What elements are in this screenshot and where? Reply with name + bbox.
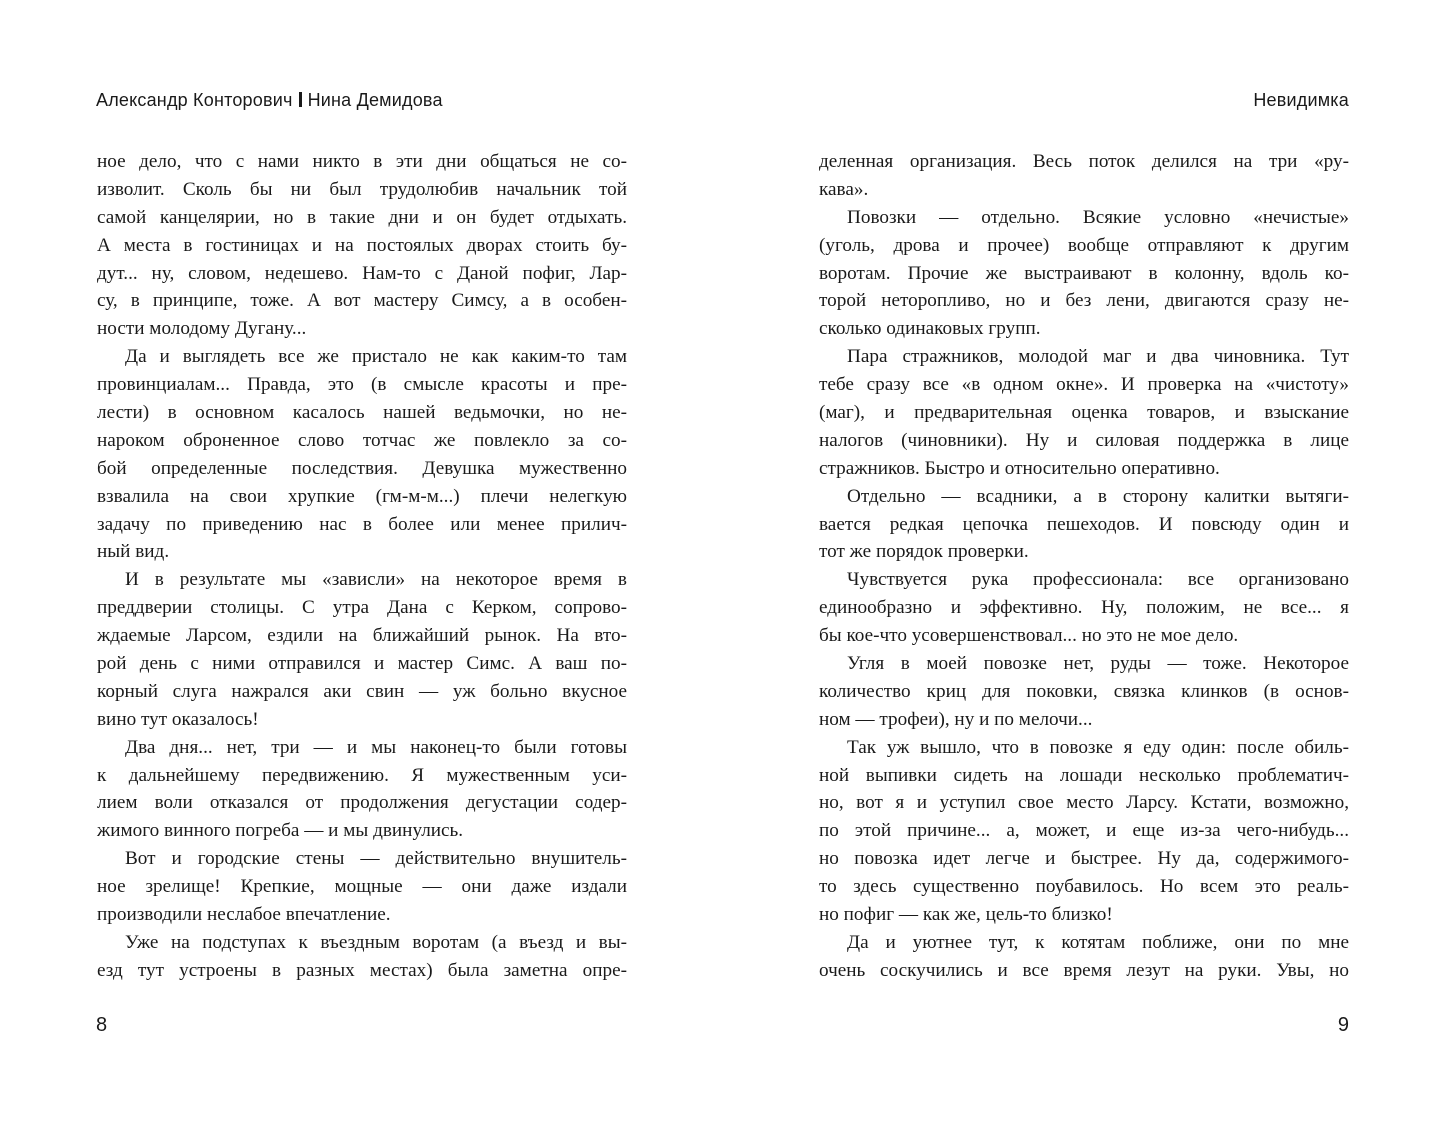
author-name-2: Нина Демидова <box>307 90 443 110</box>
text-line: провинциалам... Правда, это (в смысле красоты и пре- <box>97 374 627 396</box>
left-page <box>0 0 722 1129</box>
text-line: (маг), и предварительная оценка товаров, и взыскание <box>819 402 1349 424</box>
text-line: то здесь существенно поубавилось. Но всем это реаль- <box>819 876 1349 898</box>
page-number-right: 9 <box>1337 1014 1349 1036</box>
running-head-title: Невидимка <box>1253 90 1349 110</box>
text-line: Так уж вышло, что в повозке я еду один: после обиль- <box>847 736 1349 758</box>
text-line: по этой причине... а, может, и еще из-за чего-нибудь... <box>819 820 1349 842</box>
text-line: А места в гостиницах и на постоялых дворах стоить бу- <box>97 234 627 256</box>
text-line: деленная организация. Весь поток делился на три «ру- <box>819 151 1349 172</box>
text-line: воротам. Прочие же выстраивают в колонну, вдоль ко- <box>819 262 1349 284</box>
text-line: но, вот я и уступил свое место Ларсу. Кстати, возможно, <box>819 792 1349 814</box>
text-line: ной выпивки сидеть на лошади несколько проблематич- <box>819 764 1349 786</box>
text-line: Повозки — отдельно. Всякие условно «нечистые» <box>847 206 1349 228</box>
text-line: Отдельно — всадники, а в сторону калитки вытяги- <box>847 485 1349 507</box>
text-line: вино тут оказалось! <box>97 708 259 730</box>
text-line: Уже на подступах к въездным воротам (а въезд и вы- <box>125 931 627 953</box>
text-line: изволит. Сколь бы ни был трудолюбив начальник той <box>97 178 627 200</box>
text-line: ном — трофеи), ну и по мелочи... <box>819 708 1093 730</box>
text-line: Вот и городские стены — действительно внушитель- <box>125 848 627 870</box>
text-line: нароком оброненное слово тотчас же повлекло за со- <box>97 429 627 451</box>
author-separator <box>299 92 302 107</box>
running-head-authors <box>96 90 443 111</box>
text-line: налогов (чиновники). Ну и силовая поддержка в лице <box>819 429 1349 451</box>
body-text-left <box>97 148 627 985</box>
text-line: жимого винного погреба — и мы двинулись. <box>97 820 464 842</box>
text-line: кава». <box>819 178 869 200</box>
body-text-right <box>819 148 1349 985</box>
text-line: бы кое-что усовершенствовал... но это не мое дело. <box>819 625 1239 647</box>
text-line: стражников. Быстро и относительно оперативно. <box>819 457 1220 479</box>
text-line: задачу по приведению нас в более или менее прилич- <box>97 513 627 535</box>
text-line: ное зрелище! Крепкие, мощные — они даже издали <box>97 876 627 898</box>
text-line: лести) в основном касалось нашей ведьмочки, но не- <box>97 402 627 424</box>
text-line: ности молодому Дугану... <box>97 318 307 340</box>
text-line: к дальнейшему передвижению. Я мужественным уси- <box>97 764 627 786</box>
text-line: производили неслабое впечатление. <box>97 904 391 926</box>
text-line: взвалила на свои хрупкие (гм-м-м...) плечи нелегкую <box>97 485 627 507</box>
text-line: тот же порядок проверки. <box>819 541 1029 563</box>
text-line: ждаемые Ларсом, ездили на ближайший рынок. На вто- <box>97 625 627 647</box>
text-line: Угля в моей повозке нет, руды — тоже. Некоторое <box>847 653 1349 675</box>
page-number-left: 8 <box>96 1014 108 1036</box>
text-line: Чувствуется рука профессионала: все организовано <box>847 569 1349 591</box>
text-line: преддверии столицы. С утра Дана с Керком, сопрово- <box>97 597 627 619</box>
text-line: Да и выглядеть все же пристало не как каким-то там <box>125 346 627 368</box>
text-line: рой день с ними отправился и мастер Симс. А ваш по- <box>97 653 627 675</box>
text-line: Да и уютнее тут, к котятам поближе, они по мне <box>847 931 1349 953</box>
text-line: вается редкая цепочка пешеходов. И повсюду один и <box>819 513 1349 535</box>
text-line: количество криц для поковки, связка клинков (в основ- <box>819 680 1349 702</box>
text-line: (уголь, дрова и прочее) вообще отправляют к другим <box>819 234 1349 256</box>
text-line: Два дня... нет, три — и мы наконец-то были готовы <box>125 736 627 758</box>
text-line: единообразно и эффективно. Ну, положим, не все... я <box>819 597 1349 619</box>
text-line: очень соскучились и все время лезут на руки. Увы, но <box>819 959 1349 981</box>
text-line: но пофиг — как же, цель-то близко! <box>819 904 1113 926</box>
text-line: су, в принципе, тоже. А вот мастеру Симсу, а в особен- <box>97 290 627 312</box>
text-line: сколько одинаковых групп. <box>819 318 1041 340</box>
author-name-1: Александр Конторович <box>96 90 293 110</box>
text-line: И в результате мы «зависли» на некоторое время в <box>125 569 627 591</box>
text-line: самой канцелярии, но в такие дни и он будет отдыхать. <box>97 206 627 228</box>
text-line: тебе сразу все «в одном окне». И проверка на «чистоту» <box>819 374 1349 396</box>
text-line: дут... ну, словом, недешево. Нам-то с Даной пофиг, Лар- <box>97 262 627 284</box>
text-line: ный вид. <box>97 541 170 563</box>
right-page <box>722 0 1445 1129</box>
text-line: торой неторопливо, но и без лени, двигаются сразу не- <box>819 290 1349 312</box>
text-line: бой определенные последствия. Девушка мужественно <box>97 457 627 479</box>
text-line: корный слуга нажрался аки свин — уж больно вкусное <box>97 680 627 702</box>
text-line: но повозка идет легче и быстрее. Ну да, содержимого- <box>819 848 1349 870</box>
text-line: лием воли отказался от продолжения дегустации содер- <box>97 792 627 814</box>
text-line: езд тут устроены в разных местах) была заметна опре- <box>97 959 627 981</box>
text-line: Пара стражников, молодой маг и два чиновника. Тут <box>847 346 1349 368</box>
text-line: ное дело, что с нами никто в эти дни общаться не со- <box>97 151 627 172</box>
